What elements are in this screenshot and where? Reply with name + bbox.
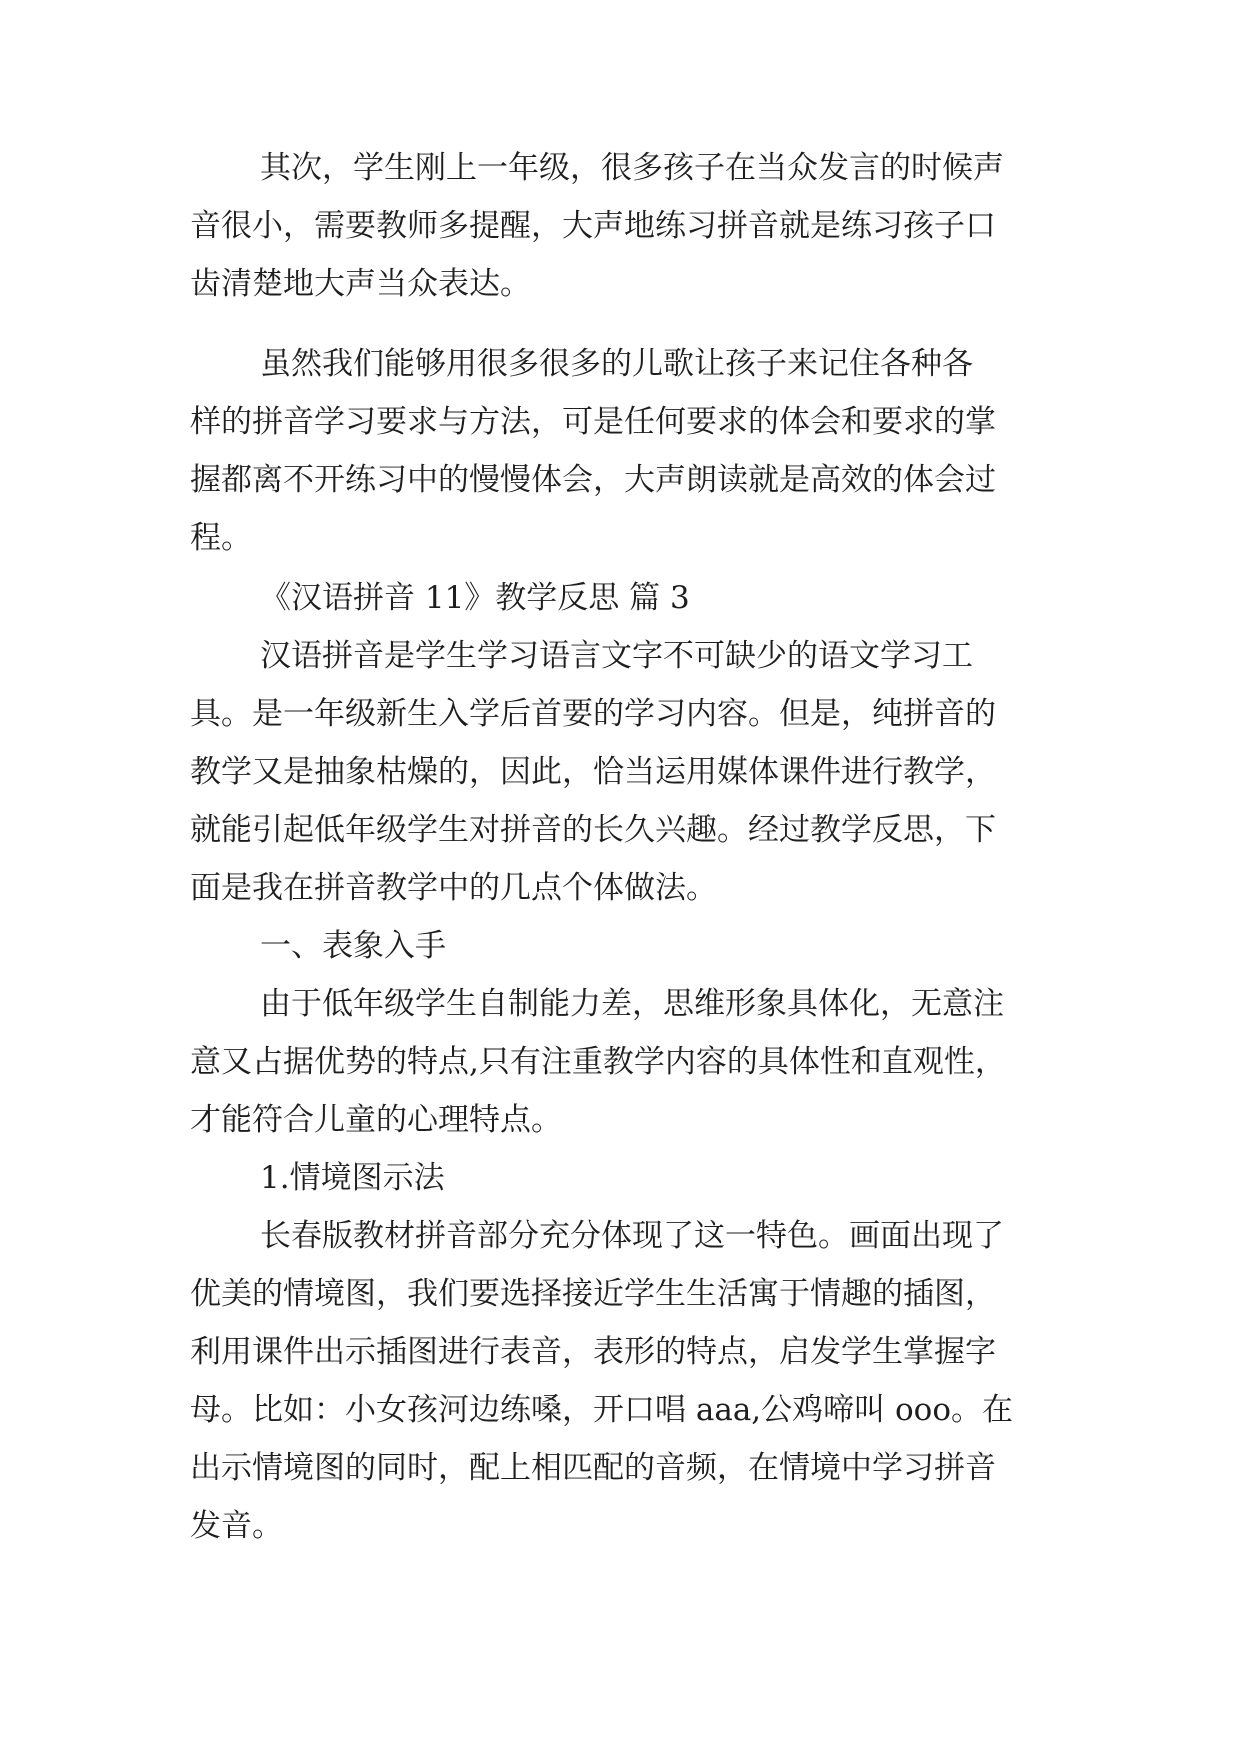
text-line: 长春版教材拼音部分充分体现了这一特色。画面出现了 <box>260 1218 1004 1254</box>
section-heading: 《汉语拼音 11》教学反思 篇 3 <box>260 580 690 616</box>
text-line: 虽然我们能够用很多很多的儿歌让孩子来记住各种各 <box>260 346 973 382</box>
text-line: 母。比如：小女孩河边练嗓，开口唱 aaa,公鸡啼叫 ooo。在 <box>190 1392 1013 1428</box>
text-line: 握都离不开练习中的慢慢体会，大声朗读就是高效的体会过 <box>190 462 996 498</box>
text-line: 教学又是抽象枯燥的，因此，恰当运用媒体课件进行教学， <box>190 754 996 790</box>
subheading: 一、表象入手 <box>260 928 446 964</box>
text-line: 优美的情境图，我们要选择接近学生生活寓于情趣的插图， <box>190 1276 996 1312</box>
text-line: 意又占据优势的特点,只有注重教学内容的具体性和直观性， <box>190 1044 1006 1080</box>
text-line: 出示情境图的同时，配上相匹配的音频，在情境中学习拼音 <box>190 1450 996 1486</box>
text-line: 发音。 <box>190 1508 283 1544</box>
text-line: 面是我在拼音教学中的几点个体做法。 <box>190 870 717 906</box>
text-line: 音很小，需要教师多提醒，大声地练习拼音就是练习孩子口 <box>190 208 996 244</box>
subheading: 1.情境图示法 <box>260 1160 445 1196</box>
text-line: 齿清楚地大声当众表达。 <box>190 266 531 302</box>
text-line: 其次，学生刚上一年级，很多孩子在当众发言的时候声 <box>260 150 1004 186</box>
text-line: 由于低年级学生自制能力差，思维形象具体化，无意注 <box>260 986 1004 1022</box>
text-line: 汉语拼音是学生学习语言文字不可缺少的语文学习工 <box>260 638 973 674</box>
text-line: 利用课件出示插图进行表音，表形的特点，启发学生掌握字 <box>190 1334 996 1370</box>
text-line: 程。 <box>190 520 252 556</box>
text-line: 就能引起低年级学生对拼音的长久兴趣。经过教学反思，下 <box>190 812 996 848</box>
text-line: 才能符合儿童的心理特点。 <box>190 1102 562 1138</box>
text-line: 样的拼音学习要求与方法，可是任何要求的体会和要求的掌 <box>190 404 996 440</box>
text-line: 具。是一年级新生入学后首要的学习内容。但是，纯拼音的 <box>190 696 996 732</box>
